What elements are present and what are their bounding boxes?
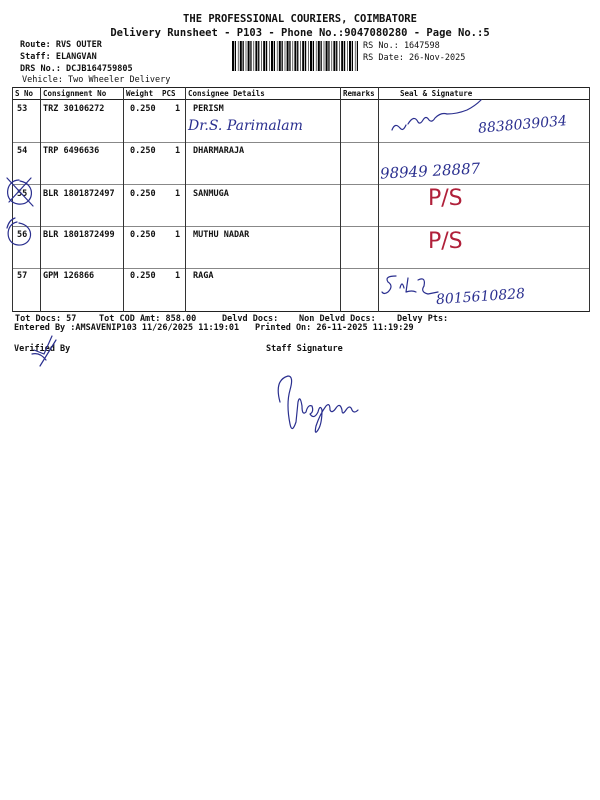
barcode-bar <box>254 41 255 71</box>
row-sno: 53 <box>17 104 28 114</box>
handwritten-phone: 98949 28887 <box>379 159 481 183</box>
table-top-border <box>12 87 590 88</box>
barcode-bar <box>344 41 345 71</box>
row-consignment: BLR 1801872497 <box>43 189 115 199</box>
row-separator <box>12 184 590 185</box>
barcode-bar <box>339 41 340 71</box>
barcode-bar <box>310 41 312 71</box>
barcode-bar <box>238 41 239 71</box>
row-sno: 55 <box>17 189 28 199</box>
barcode-bar <box>240 41 242 71</box>
barcode-bar <box>287 41 289 71</box>
handwritten-phone: 8015610828 <box>435 285 526 309</box>
barcode-bar <box>328 41 329 71</box>
barcode-bar <box>313 41 314 71</box>
header-weight: Weight <box>126 89 154 98</box>
header-consignee: Consignee Details <box>188 89 265 98</box>
verified-signature <box>30 334 60 370</box>
row-pcs: 1 <box>175 189 181 199</box>
barcode-bar <box>318 41 320 71</box>
handwritten-circle-mark <box>1 214 39 254</box>
barcode-bar <box>336 41 337 71</box>
row-consignee: RAGA <box>193 271 214 281</box>
company-title: THE PROFESSIONAL COURIERS, COIMBATORE <box>183 13 417 25</box>
handwritten-recipient-name: Dr.S. Parimalam <box>188 118 303 134</box>
row-separator <box>12 226 590 227</box>
row-consignee: DHARMARAJA <box>193 146 245 156</box>
delivered-docs: Delvd Docs: <box>222 314 279 324</box>
row-weight: 0.250 <box>130 104 156 114</box>
header-pcs: PCS <box>162 89 176 98</box>
barcode-bar <box>282 41 283 71</box>
rs-date: RS Date: 26-Nov-2025 <box>363 53 466 63</box>
barcode-bar <box>243 41 244 71</box>
column-divider <box>40 87 41 312</box>
header-sno: S No <box>15 89 34 98</box>
column-divider <box>123 87 124 312</box>
barcode-bar <box>321 41 322 71</box>
staff-label: Staff: ELANGVAN <box>20 52 97 62</box>
column-divider <box>185 87 186 312</box>
row-consignment: BLR 1801872499 <box>43 230 115 240</box>
header-remarks: Remarks <box>343 89 375 98</box>
verified-by-label: Verified By <box>14 344 71 354</box>
handwritten-circle-mark <box>1 172 39 212</box>
drs-number: DRS No.: DCJB164759805 <box>20 64 133 74</box>
rs-number: RS No.: 1647598 <box>363 41 440 51</box>
barcode-bar <box>246 41 247 71</box>
header-consignment: Consignment No <box>43 89 107 98</box>
barcode-bar <box>261 41 262 71</box>
row-weight: 0.250 <box>130 146 156 156</box>
barcode-bar <box>293 41 294 71</box>
barcode-bar <box>300 41 301 71</box>
barcode-bar <box>352 41 353 71</box>
barcode-bar <box>305 41 306 71</box>
row-separator <box>12 268 590 269</box>
barcode-bar <box>285 41 286 71</box>
row-consignment: TRZ 30106272 <box>43 104 105 114</box>
entered-by: Entered By :AMSAVENIP103 11/26/2025 11:19:01 <box>14 323 240 333</box>
barcode-bar <box>341 41 343 71</box>
row-pcs: 1 <box>175 146 181 156</box>
barcode-bar <box>263 41 265 71</box>
barcode-bar <box>266 41 267 71</box>
barcode-bar <box>297 41 298 71</box>
staff-signature <box>270 368 370 434</box>
column-divider <box>378 87 379 312</box>
barcode-bar <box>269 41 270 71</box>
delivery-points: Delvy Pts: <box>397 314 449 324</box>
row-sno: 54 <box>17 146 28 156</box>
barcode-bar <box>232 41 234 71</box>
header-seal-signature: Seal & Signature <box>400 89 473 98</box>
total-cod-amount: Tot COD Amt: 858.00 <box>99 314 197 324</box>
row-consignee: SANMUGA <box>193 189 229 199</box>
barcode-bar <box>347 41 348 71</box>
barcode-bar <box>316 41 317 71</box>
barcode-bar <box>332 41 333 71</box>
barcode-bar <box>289 41 290 71</box>
barcode-bar <box>279 41 281 71</box>
row-pcs: 1 <box>175 271 181 281</box>
barcode-bar <box>274 41 275 71</box>
row-weight: 0.250 <box>130 230 156 240</box>
barcode-bar <box>248 41 250 71</box>
total-docs: Tot Docs: 57 <box>15 314 77 324</box>
barcode-bar <box>250 41 251 71</box>
row-separator <box>12 142 590 143</box>
barcode-bar <box>326 41 328 71</box>
barcode <box>232 41 358 71</box>
barcode-bar <box>258 41 259 71</box>
row-consignee: MUTHU NADAR <box>193 230 250 240</box>
row-weight: 0.250 <box>130 189 156 199</box>
column-divider <box>589 87 590 312</box>
barcode-bar <box>294 41 296 71</box>
row-consignment: GPM 126866 <box>43 271 95 281</box>
staff-signature-label: Staff Signature <box>266 344 343 354</box>
handwritten-ps-mark: P/S <box>428 229 463 254</box>
non-delivered-docs: Non Delvd Docs: <box>299 314 376 324</box>
barcode-bar <box>357 41 358 71</box>
column-divider <box>340 87 341 312</box>
route-label: Route: RVS OUTER <box>20 40 102 50</box>
barcode-bar <box>255 41 257 71</box>
printed-on: Printed On: 26-11-2025 11:19:29 <box>255 323 414 333</box>
barcode-bar <box>308 41 309 71</box>
row-consignment: TRP 6496636 <box>43 146 100 156</box>
vehicle-label: Vehicle: Two Wheeler Delivery <box>22 75 171 85</box>
row-weight: 0.250 <box>130 271 156 281</box>
table-bottom-border <box>12 311 590 312</box>
barcode-bar <box>277 41 278 71</box>
barcode-bar <box>349 41 351 71</box>
barcode-bar <box>324 41 325 71</box>
barcode-bar <box>271 41 273 71</box>
handwritten-initials <box>382 272 442 296</box>
table-header-border <box>12 99 590 100</box>
barcode-bar <box>333 41 335 71</box>
handwritten-phone: 8838039034 <box>477 113 568 137</box>
row-sno: 57 <box>17 271 28 281</box>
barcode-bar <box>355 41 356 71</box>
barcode-bar <box>235 41 236 71</box>
runsheet-subtitle: Delivery Runsheet - P103 - Phone No.:9047080280 - Page No.:5 <box>110 27 490 39</box>
row-consignee: PERISM <box>193 104 224 114</box>
row-sno: 56 <box>17 230 28 240</box>
barcode-bar <box>302 41 304 71</box>
handwritten-ps-mark: P/S <box>428 186 463 211</box>
row-pcs: 1 <box>175 230 181 240</box>
row-pcs: 1 <box>175 104 181 114</box>
